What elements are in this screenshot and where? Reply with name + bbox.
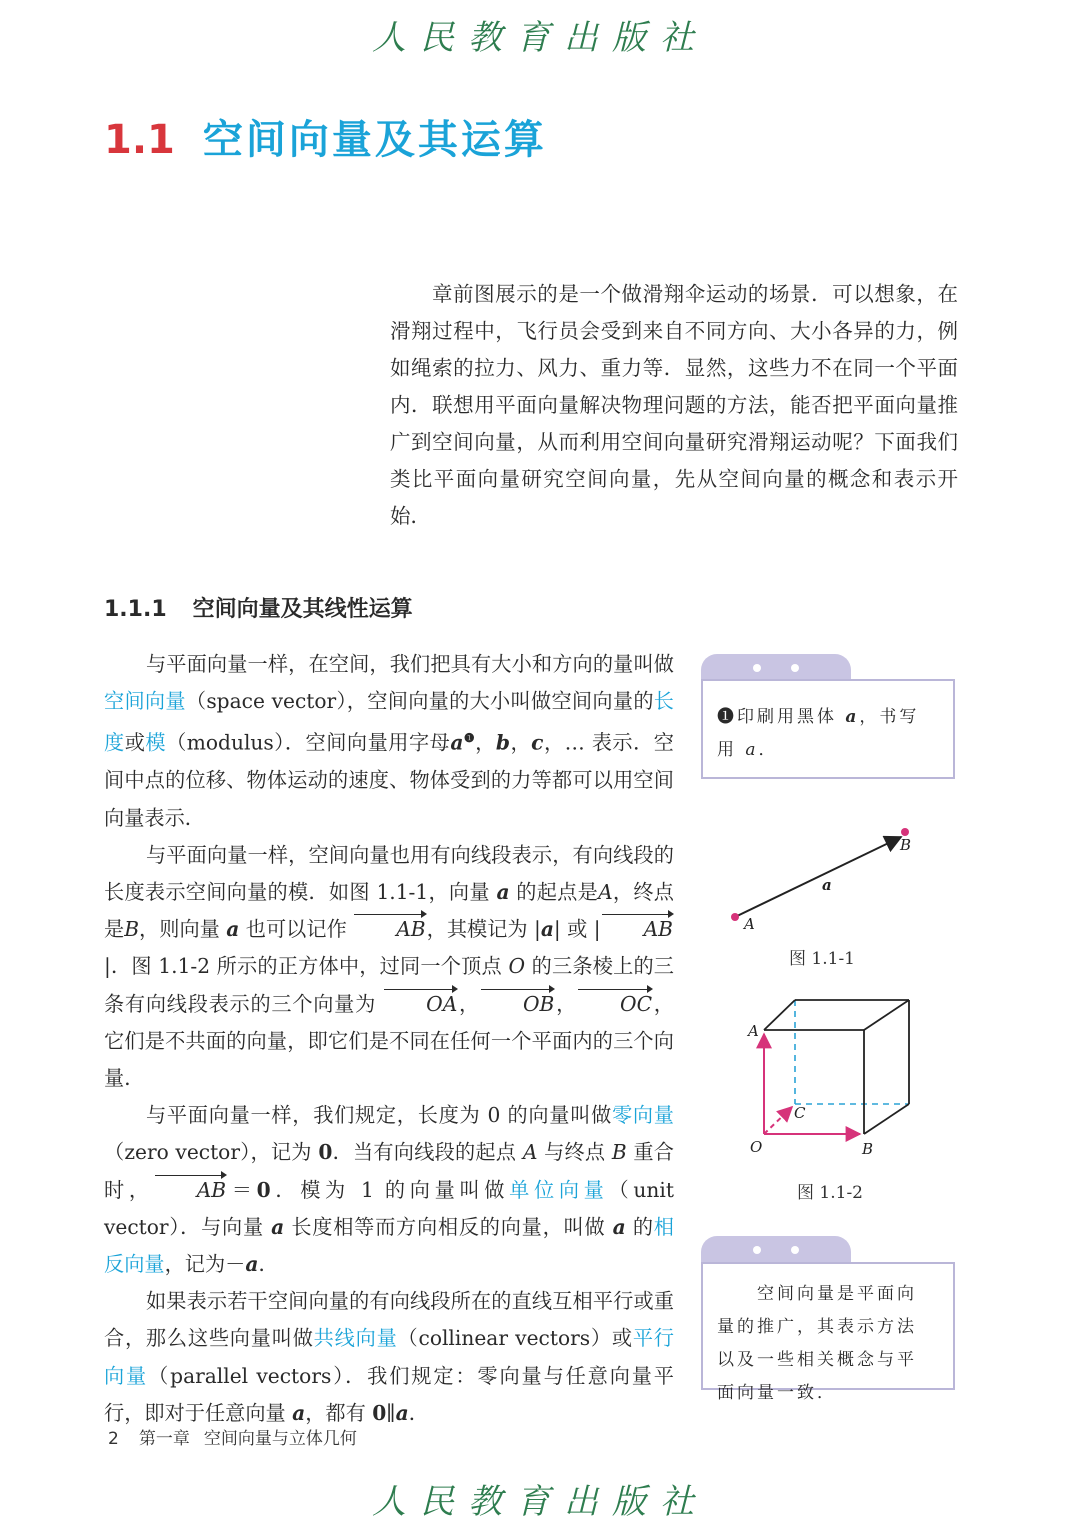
cube-label-c: C <box>794 1104 806 1122</box>
vector-AB: AB <box>353 911 426 948</box>
figure-vector-ab <box>720 818 930 938</box>
title-number: 1.1 <box>104 117 175 163</box>
publisher-logo-bottom: 人民教育出版社 <box>372 1482 708 1522</box>
keyword-unit-vector: 单位向量 <box>509 1177 609 1202</box>
vector-OA: OA <box>383 986 458 1023</box>
page-title <box>104 108 547 165</box>
point-b <box>901 828 909 836</box>
keyword-opposite-vector: 相反向量 <box>104 1214 674 1276</box>
label-point-b: B <box>900 836 912 854</box>
intro-paragraph: 章前图展示的是一个做滑翔伞运动的场景．可以想象，在滑翔过程中，飞行员会受到来自不同方向、大小各异的力，例如绳索的拉力、风力、重力等．显然，这些力不在同一个平面内．联想用平面向量解决物理问题的方法，能否把平面向量推广到空间向量，从而利用空间向量研究滑翔运动呢？下面我们类比平面向量研究空间向量，先从空间向量的概念和表示开始． <box>390 282 958 528</box>
publisher-logo-top: 人民教育出版社 <box>372 18 708 58</box>
figure-2-caption: 图 1.1-2 <box>797 1183 863 1203</box>
paragraph-1: 与平面向量一样，在空间，我们把具有大小和方向的量叫做空间向量（space vector），空间向量的大小叫做空间向量的长度或模（modulus）．空间向量用字母a$^❶$，b，c，… 表示．空间中点的位移、物体运动的速度、物体受到的力等都可以用空间向量表示． <box>104 652 674 830</box>
label-vector-a: a <box>822 876 832 894</box>
paragraph-2: 与平面向量一样，空间向量也用有向线段表示，有向线段的长度表示空间向量的模．如图 1.1-1，向量 a 的起点是A，终点是B，则向量 a 也可以记作 AB，其模记为 |a| 或 | AB|．图 1.1-2 所示的正方体中，过同一个顶点 O 的三条棱上的三条有向线段表示的三个向量为 OA， OB， OC，它们是不共面的向量，即它们是不同在任何一个平面内的三个向量． <box>104 842 674 1090</box>
label-point-a: A <box>744 915 755 933</box>
point-a <box>731 913 739 921</box>
page-number: 2 <box>108 1429 119 1449</box>
page-footer <box>108 1424 357 1449</box>
keyword-zero-vector: 零向量 <box>612 1103 674 1128</box>
cube-label-b: B <box>862 1140 874 1158</box>
keyword-space-vector: 空间向量 <box>104 689 186 714</box>
margin-note: 空间向量是平面向量的推广，其表示方法以及一些相关概念与平面向量一致． <box>701 1262 955 1390</box>
paragraph-3: 与平面向量一样，我们规定，长度为 0 的向量叫做零向量（zero vector），记为 0．当有向线段的起点 A 与终点 B 重合时， AB＝0．模为 1 的向量叫做单位向量（unit vector）．与向量 a 长度相等而方向相反的向量，叫做 a 的相反向量，记为－a． <box>104 1103 674 1276</box>
footnote-marker: ❶ <box>463 731 476 746</box>
keyword-collinear-vectors: 共线向量 <box>313 1326 398 1351</box>
vector-OB: OB <box>480 986 555 1023</box>
body-text <box>104 646 674 1432</box>
chapter-label: 第一章 <box>138 1429 190 1449</box>
vector-oc-arrow <box>764 1107 792 1134</box>
vector-line-ab <box>735 837 901 917</box>
vector-OC: OC <box>577 986 653 1023</box>
paragraph-4: 如果表示若干空间向量的有向线段所在的直线互相平行或重合，那么这些向量叫做共线向量（collinear vectors）或平行向量（parallel vectors）．我们规定：零向量与任意向量平行，即对于任意向量 a，都有 0∥a． <box>104 1289 674 1425</box>
section-heading <box>104 592 413 623</box>
chapter-title: 空间向量与立体几何 <box>203 1429 357 1449</box>
cube-label-o: O <box>750 1138 763 1156</box>
keyword-length: 长度 <box>104 689 674 756</box>
section-title: 空间向量及其线性运算 <box>192 597 413 622</box>
keyword-parallel-vectors: 平行向量 <box>104 1326 674 1388</box>
keyword-modulus: 模 <box>145 731 167 756</box>
figure-1-caption: 图 1.1-1 <box>789 949 855 969</box>
section-number: 1.1.1 <box>104 597 167 622</box>
title-text: 空间向量及其运算 <box>202 117 547 163</box>
footnote-box: ❶印刷用黑体 a，书写用 a． <box>701 679 955 779</box>
cube-label-a: A <box>748 1022 759 1040</box>
figure-cube <box>740 990 920 1165</box>
